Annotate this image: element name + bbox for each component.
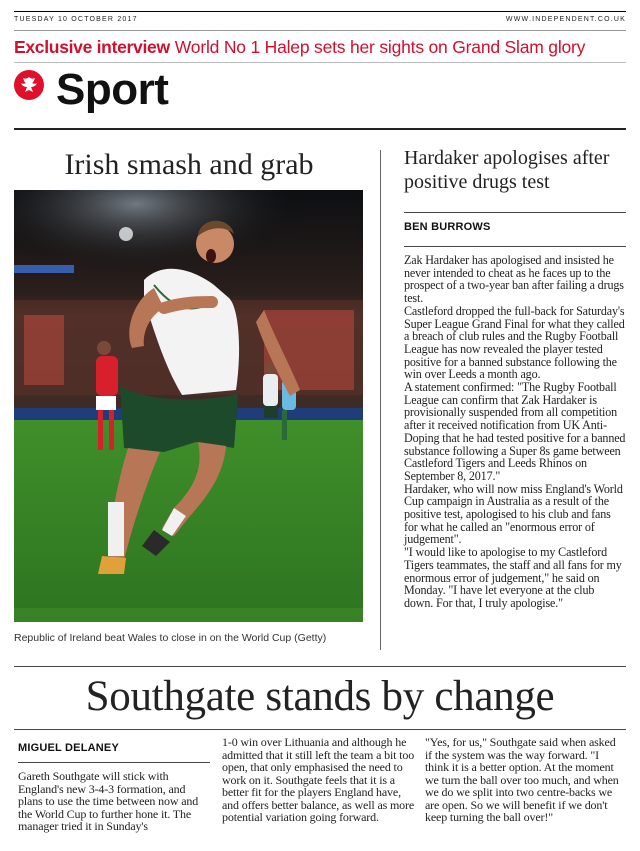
eagle-logo-icon — [14, 70, 44, 100]
side-byline: BEN BURROWS — [404, 221, 491, 233]
side-paragraph: Hardaker, who will now miss England's World Cup campaign in Australia as a result of the positive test, apologised to his club and fans for what he called an "enormous error of judgement". — [404, 481, 623, 547]
bottom-column-2 — [222, 736, 416, 824]
bottom-byline-rule — [18, 762, 210, 763]
side-paragraph: A statement confirmed: "The Rugby Football League can confirm that Zak Hardaker is provisionally suspended from all competition after it received notification from UK Anti-Doping that he had tested positive for a banned substance following a Super 8s game between Castleford Tigers and Leeds Rhinos on September 8, 2017." — [404, 380, 626, 483]
bottom-headline-rule — [14, 729, 626, 730]
bottom-paragraph: 1-0 win over Lithuania and although he admitted that it still left the team a bit too open, that only emphasised the need to work on it. Southgate feels that it is a better fit for the players England have, and offers better balance, as well as more potential variation going forward. — [222, 735, 415, 824]
dateline — [14, 16, 626, 28]
column-divider — [380, 150, 381, 650]
bottom-byline: MIGUEL DELANEY — [18, 742, 119, 754]
side-paragraph: Zak Hardaker has apologised and insisted he never intended to cheat as he faces up to the prospect of a two-year ban after failing a drugs test. — [404, 253, 624, 306]
side-paragraph: Castleford dropped the full-back for Saturday's Super League Grand Final for what they called a breach of club rules and the Rugby Football League has now revealed the player tested positive for a banned substance following the win over Leeds a month ago. — [404, 303, 625, 382]
promo-kicker: Exclusive interview — [14, 37, 170, 57]
masthead-bottom-rule — [14, 30, 626, 31]
issue-date: TUESDAY 10 OCTOBER 2017 — [14, 16, 138, 23]
bottom-paragraph: Gareth Southgate will stick with England's new 3-4-3 formation, and plans to use the time between now and the World Cup to further hone it. The manager tried it in Sunday's — [18, 769, 199, 833]
lead-headline[interactable]: Irish smash and grab — [64, 148, 314, 181]
website-url[interactable]: WWW.INDEPENDENT.CO.UK — [505, 16, 626, 23]
section-rule — [14, 128, 626, 130]
section-title: Sport — [56, 65, 169, 114]
bottom-story-rule — [14, 666, 626, 667]
side-byline-top-rule — [404, 212, 626, 213]
photo-caption: Republic of Ireland beat Wales to close in on the World Cup (Getty) — [14, 632, 327, 644]
bottom-column-3 — [425, 736, 623, 824]
bottom-paragraph: "Yes, for us," Southgate said when asked if the system was the way forward. "I think it is a better option. At the moment we turn the ball over too much, and when we do we split into two centre-backs we are open. So we will benefit if we don't keep turning the ball over!" — [425, 735, 619, 824]
side-byline-bottom-rule — [404, 246, 626, 247]
side-paragraph: "I would like to apologise to my Castleford Tigers teammates, the staff and all fans for my enormous error of judgement," he said on Monday. "I have let everyone at the club down. For that, I truly apologise." — [404, 545, 622, 610]
bottom-headline[interactable]: Southgate stands by change — [85, 673, 555, 720]
promo-headline: World No 1 Halep sets her sights on Grand Slam glory — [174, 37, 586, 57]
lead-photo — [14, 190, 363, 622]
bottom-column-1 — [18, 770, 212, 833]
side-article-body — [404, 254, 626, 610]
promo-banner[interactable] — [14, 34, 626, 60]
side-headline[interactable]: Hardaker apologises after positive drugs test — [404, 147, 610, 193]
masthead-top-rule — [14, 11, 626, 12]
